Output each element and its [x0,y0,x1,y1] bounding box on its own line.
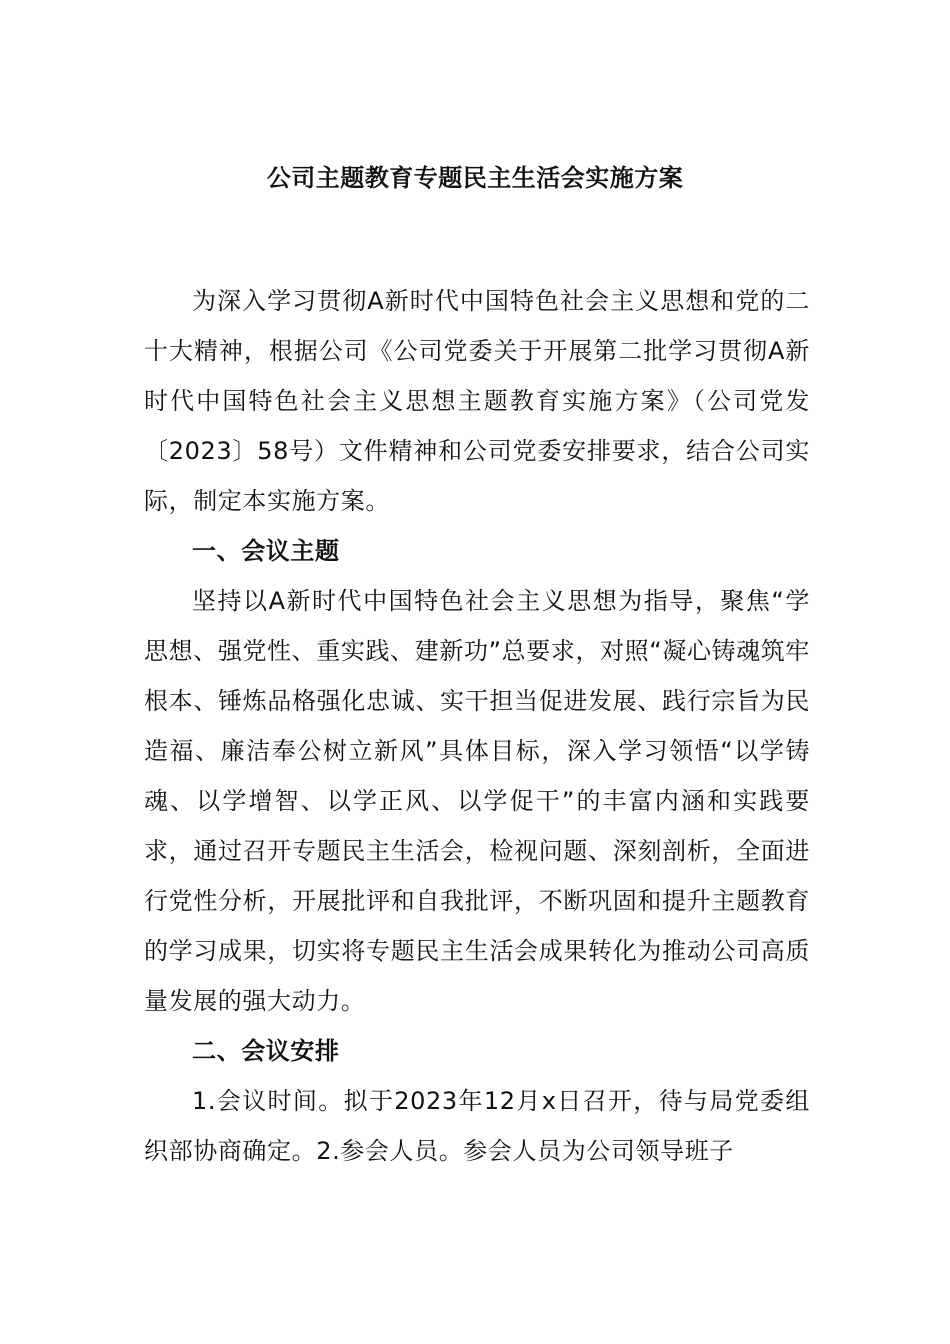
section-paragraph-arrangement: 1.会议时间。拟于2023年12月x日召开，待与局党委组织部协商确定。2.参会人员。参会人员为公司领导班子 [144,1087,810,1165]
document-title: 公司主题教育专题民主生活会实施方案 [266,164,684,192]
document-body [144,276,810,1176]
section-heading-arrangement: 二、会议安排 [192,1037,340,1065]
section-paragraph-theme: 坚持以A新时代中国特色社会主义思想为指导，聚焦“学思想、强党性、重实践、建新功”总要求，对照“凝心铸魂筑牢根本、锤炼品格强化忠诚、实干担当促进发展、践行宗旨为民造福、廉洁奉公树立新风”具体目标，深入学习领悟“以学铸魂、以学增智、以学正风、以学促干”的丰富内涵和实践要求，通过召开专题民主生活会，检视问题、深刻剖析，全面进行党性分析，开展批评和自我批评，不断巩固和提升主题教育的学习成果，切实将专题民主生活会成果转化为推动公司高质量发展的强大动力。 [144,587,810,1015]
intro-paragraph: 为深入学习贯彻A新时代中国特色社会主义思想和党的二十大精神，根据公司《公司党委关于开展第二批学习贯彻A新时代中国特色社会主义思想主题教育实施方案》（公司党发〔2023〕58号）文件精神和公司党委安排要求，结合公司实际，制定本实施方案。 [144,287,810,515]
section-heading-theme: 一、会议主题 [192,537,340,565]
